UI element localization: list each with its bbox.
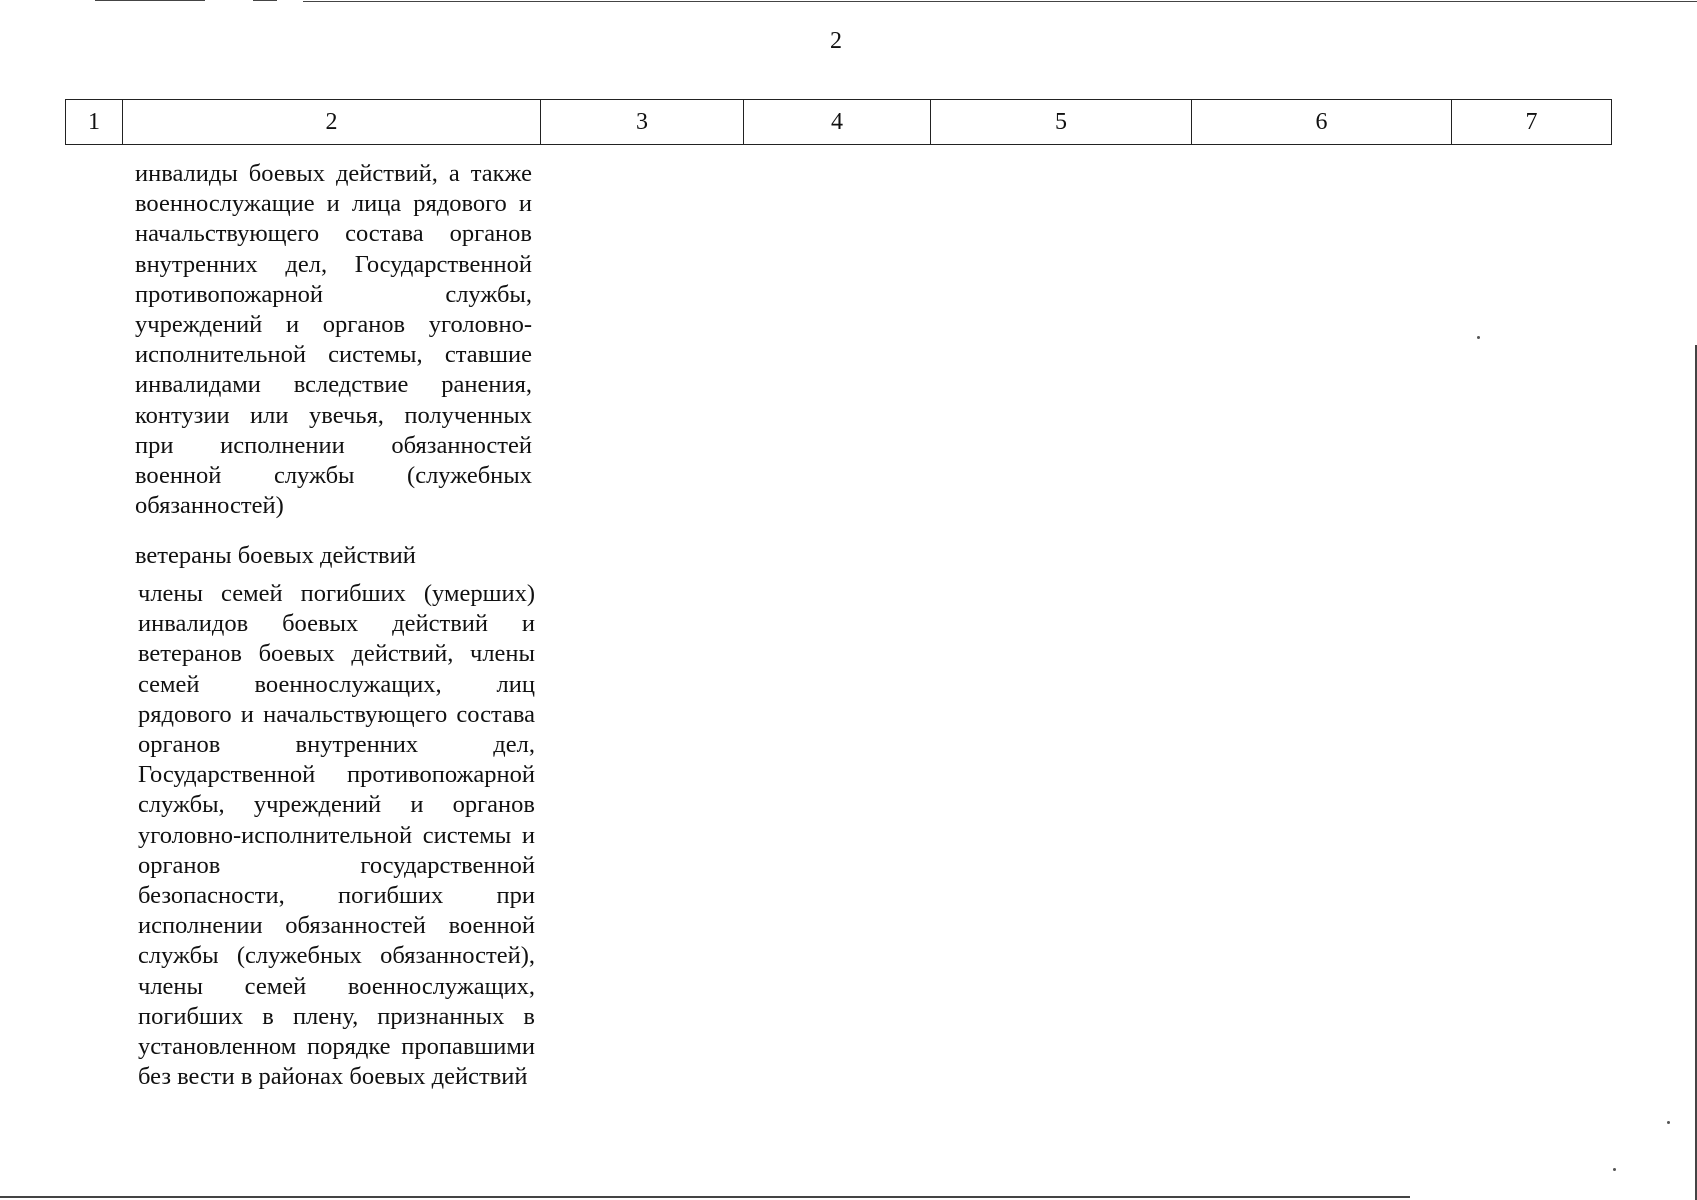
category-combat-invalids: инвалиды боевых действий, а также военнослужащие и лица рядового и начальствующего состава органов внутренних дел, Государственной противопожарной службы, учреждений и органов уголовно-исполнительной системы, ставшие инвалидами вследствие ранения, контузии или увечья, полученных при исполнении обязанностей военной службы (служебных обязанностей): [135, 160, 532, 520]
column-number-1: 1: [66, 100, 123, 145]
column-number-4: 4: [744, 100, 931, 145]
column-number-7: 7: [1452, 100, 1612, 145]
scan-edge-line-top-left: [95, 0, 205, 1]
header-row: [66, 100, 1612, 145]
category-family-members: члены семей погибших (умерших) инвалидов боевых действий и ветеранов боевых действий, члены семей военнослужащих, лиц рядового и начальствующего состава органов внутренних дел, Государственной противопожарной службы, учреждений и органов уголовно-исполнительной системы и органов государственной безопасности, погибших при исполнении обязанностей военной службы (служебных обязанностей), члены семей военнослужащих, погибших в плену, признанных в установленном порядке пропавшими без вести в районах боевых действий: [138, 580, 535, 1091]
page-number: 2: [830, 28, 842, 54]
column-number-5: 5: [931, 100, 1192, 145]
scan-edge-line-bottom: [0, 1196, 1410, 1198]
scan-speck: [1667, 1121, 1670, 1124]
scan-speck: [1477, 336, 1480, 339]
column-number-6: 6: [1192, 100, 1452, 145]
column-number-3: 3: [541, 100, 744, 145]
column-number-header: [65, 99, 1612, 145]
scan-edge-line-top-mid: [253, 0, 277, 1]
scan-speck: [1613, 1168, 1616, 1171]
column-number-2: 2: [123, 100, 541, 145]
category-combat-veterans: ветераны боевых действий: [135, 542, 416, 569]
scan-edge-line-top-right: [303, 1, 1697, 2]
